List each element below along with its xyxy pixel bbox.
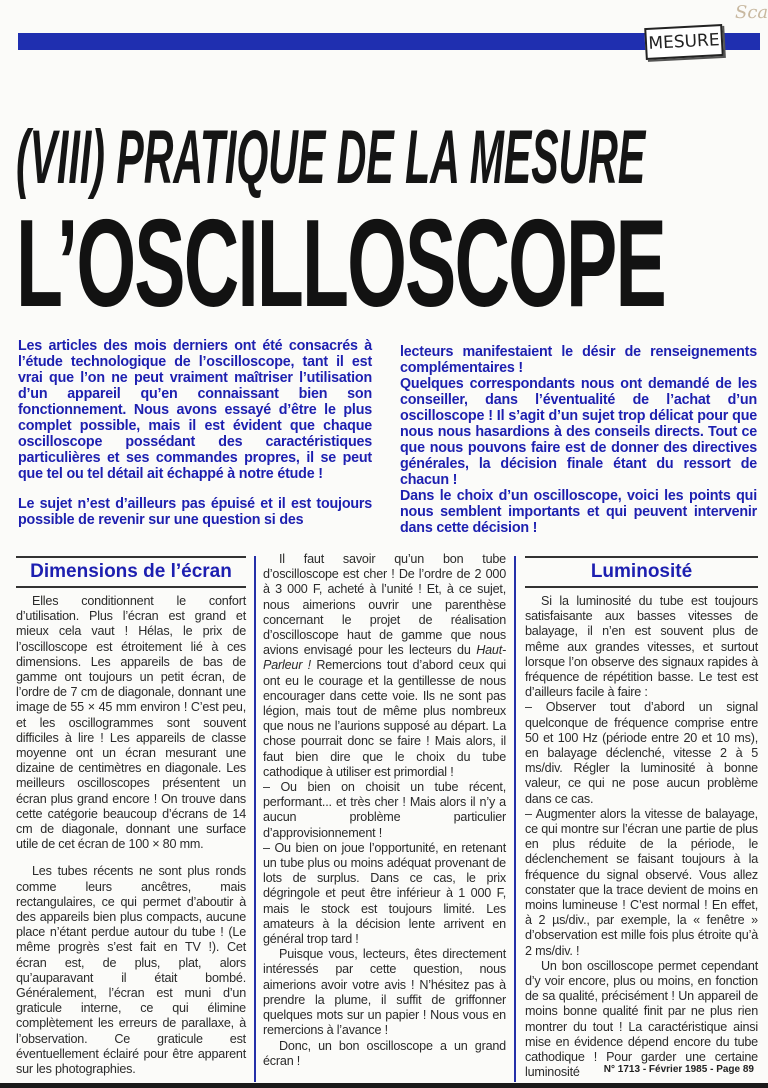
column-divider [514, 556, 516, 1082]
body-paragraph: Si la luminosité du tube est toujours satisfaisante aux basses vitesses de balayage, il n’en est souvent plus de même aux grandes vitesses, et surtout lorsque l’on observe des signaux rapides à fréquence de répétition basse. Le test est d’ailleurs facile à faire : [525, 594, 758, 700]
list-item: – Ou bien on choisit un tube récent, performant... et très cher ! Mais alors il n’y a aucun problème particulier d’approvisionnement ! [263, 780, 506, 840]
section-heading-screen-size: Dimensions de l’écran [16, 556, 246, 588]
column-1 [16, 556, 246, 1077]
column-3 [525, 556, 758, 1081]
body-paragraph [263, 552, 506, 780]
page-footer: N° 1713 - Février 1985 - Page 89 [603, 1064, 754, 1075]
intro-paragraph: Quelques correspondants nous ont demandé de les conseiller, dans l’éventualité de l’achat d’un oscilloscope ! Il s’agit d’un sujet trop délicat pour que nous nous hasardions à des conseils directs. Tout ce que nous pouvons faire est de donner des directives générales, la décision finale étant du ressort de chacun ! [400, 376, 757, 488]
series-title: (VIII) PRATIQUE DE LA MESURE [16, 115, 646, 200]
list-item: – Observer tout d’abord un signal quelconque de fréquence comprise entre 50 et 100 Hz (période entre 20 et 10 ms), en balayage déclenché, vitesse 2 à 5 ms/div. Régler la luminosité à bonne valeur, ce qui ne pose aucun problème dans ce cas. [525, 700, 758, 806]
section-heading-brightness: Luminosité [525, 556, 758, 588]
intro-column-2 [400, 344, 757, 536]
magazine-name: Haut-Parleur ! [263, 643, 506, 673]
handwritten-scribble: Sca [735, 2, 768, 23]
intro-paragraph: lecteurs manifestaient le désir de renseignements complémentaires ! [400, 344, 757, 376]
body-paragraph: Les tubes récents ne sont plus ronds comme leurs ancêtres, mais rectangulaires, ce qui permet d’aboutir à des appareils bien plus compacts, aucune place n’étant perdue autour du tube ! (Le même progrès s’est fait en TV !). Cet écran est, de plus, plat, alors qu’auparavant il était bombé. Généralement, l’écran est muni d’un graticule interne, ce qui élimine complètement les erreurs de parallaxe, à l’observation. Ce graticule est éventuellement éclairé pour être apparent sur les photographies. [16, 864, 246, 1077]
text: Remercions tout d’abord ceux qui ont eu le courage et la gentillesse de nous encourager dans cette voie. Ils ne sont pas légion, mais tout de même plus nombreux que nous ne l’aurions supposé au départ. La chose pourrait donc se faire ! Mais alors, il faut bien dire que le choix du tube cathodique à utiliser est primordial ! [263, 658, 507, 779]
intro-paragraph: Les articles des mois derniers ont été consacrés à l’étude technologique de l’oscilloscope, tant il est vrai que l’on ne peut vraiment maîtriser l’utilisation d’un appareil qu’en connaissant bien son fonctionnement. Nous avons essayé d’être le plus complet possible, mais il est évident que chaque oscilloscope possédant des caractéristiques particulières et ses commandes propres, il se peut que tel ou tel détail ait échappé à notre étude ! [18, 338, 372, 482]
body-paragraph: Un bon oscilloscope permet cependant d’y voir encore, plus ou moins, en fonction de sa qualité, précisément ! Un appareil de moins bonne qualité finit par ne plus rien montrer du tout ! La caractéristique ainsi mise en évidence dépend encore du tube cathodique ! Pour garder une certaine luminosité [525, 958, 758, 1080]
body-paragraph: Elles conditionnent le confort d’utilisation. Plus l’écran est grand et mieux cela vaut ! Hélas, le prix de l’oscilloscope est étroitement lié à ces dimensions. Les appareils de bas de gamme ont toujours un petit écran, de l’ordre de 7 cm de diagonale, donnant une image de 55 × 45 mm environ ! C’est peu, et les oscillogrammes sont souvent difficiles à lire ! Les appareils de classe moyenne ont un écran mesurant une dizaine de centimètres en diagonale. Les meilleurs oscilloscopes présentent un écran plus grand encore ! On trouve dans cette catégorie beaucoup d’écrans de 14 cm de diagonale, donnant une surface utile de cet écran de 100 × 80 mm. [16, 594, 246, 852]
intro-paragraph: Le sujet n’est d’ailleurs pas épuisé et il est toujours possible de revenir sur une question si des [18, 496, 372, 528]
text: Il faut savoir qu’un bon tube d’oscilloscope est cher ! De l’ordre de 2 000 à 3 000 F, acheté à l’unité ! Et, à ce sujet, nous aimerions ouvrir une parenthèse concernant le projet de réalisation d’oscilloscope haut de gamme que nous avions envisagé pour les lecteurs du [263, 552, 506, 658]
list-item: – Augmenter alors la vitesse de balayage, ce qui montre sur l’écran une partie de plus en plus réduite de la période, le déclenchement se faisant toujours à la fréquence du signal observé. Vous allez constater que la trace devient de moins en moins lumineuse ! C’est normal ! En effet, à 2 µs/div., par exemple, la « fenêtre » d’observation est mille fois plus étroite qu’à 2 ms/div. ! [525, 806, 758, 958]
body-paragraph: Donc, un bon oscilloscope a un grand écran ! [263, 1038, 506, 1068]
intro-paragraph: Dans le choix d’un oscilloscope, voici les points qui nous semblent importants et qui peuvent intervenir dans cette décision ! [400, 488, 757, 536]
intro-column-1 [18, 338, 372, 528]
body-paragraph: Puisque vous, lecteurs, êtes directement intéressés par cette question, nous aimerions avoir votre avis ! N’hésitez pas à prendre la plume, il suffit de griffonner quelques mots sur un papier ! Nous vous en remercions à l’avance ! [263, 947, 506, 1038]
section-badge: MESURE [644, 24, 724, 60]
scan-edge [0, 1083, 768, 1088]
page-title: L’OSCILLOSCOPE [16, 195, 665, 333]
list-item: – Ou bien on joue l’opportunité, en retenant un tube plus ou moins adéquat provenant de lots de surplus. Dans ce cas, le prix dégringole et peut être inférieur à 1 000 F, mais le stock est toujours limité. Les amateurs à la décision lente arrivent en général trop tard ! [263, 840, 506, 947]
column-2 [263, 552, 506, 1069]
column-divider [254, 556, 256, 1082]
